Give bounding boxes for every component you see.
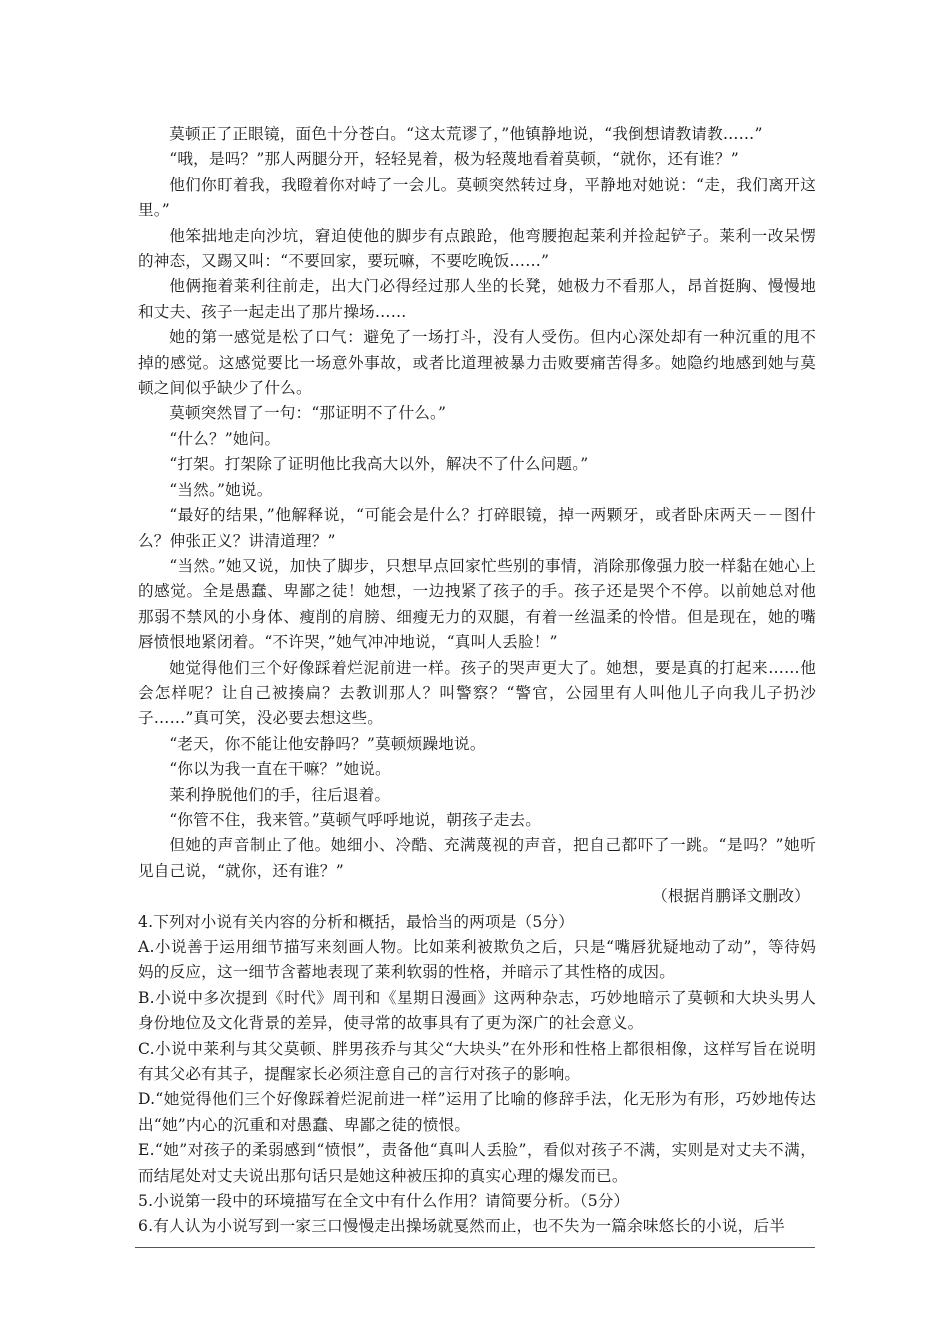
story-paragraph: 但她的声音制止了他。她细小、冷酷、充满蔑视的声音，把自己都吓了一跳。“是吗？”她听见自己说，“就你，还有谁？” [138,836,816,880]
story-paragraph: 她的第一感觉是松了口气：避免了一场打斗，没有人受伤。但内心深处却有一种沉重的甩不掉的感觉。这感觉要比一场意外事故，或者比道理被暴力击败要痛苦得多。她隐约地感到她与莫顿之间似乎缺少了什么。 [138,328,816,398]
story-paragraph: “哦，是吗？”那人两腿分开，轻轻晃着，极为轻蔑地看着莫顿，“就你，还有谁？” [169,150,739,169]
story-paragraph: 莫顿突然冒了一句：“那证明不了什么。” [169,404,447,423]
question-4-option-e: E.“她”对孩子的柔弱感到“愤恨”，责备他“真叫人丢脸”，看似对孩子不满，实则是对丈夫不满，而结尾处对丈夫说出那句话只是她这种被压抑的真实心理的爆发而已。 [138,1141,816,1185]
story-paragraph: “当然。”她说。 [169,480,273,499]
story-paragraph: “你管不住，我来管。”莫顿气呼呼地说，朝孩子走去。 [169,810,541,829]
story-paragraph: “打架。打架除了证明他比我高大以外，解决不了什么问题。” [169,455,589,474]
story-paragraph: 莫顿正了正眼镜，面色十分苍白。“这太荒谬了，”他镇静地说，“我倒想请教请教……” [169,125,763,143]
story-paragraph: “你以为我一直在干嘛？”她说。 [169,760,391,779]
story-paragraph: 她觉得他们三个好像踩着烂泥前进一样。孩子的哭声更大了。她想，要是真的打起来……他会怎样呢？让自己被揍扁？去教训那人？叫警察？“警官，公园里有人叫他儿子向我儿子扔沙子……”真可笑，没必要去想这些。 [138,658,816,728]
story-paragraph: “老天，你不能让他安静吗？”莫顿烦躁地说。 [169,734,486,753]
story-paragraph: “当然。”她又说，加快了脚步，只想早点回家忙些别的事情，消除那像强力胶一样黏在她心上的感觉。全是愚蠢、卑鄙之徒！她想，一边拽紧了孩子的手。孩子还是哭个不停。以前她总对他那弱不禁风的小身体、瘦削的肩膀、细瘦无力的双腿，有着一丝温柔的怜惜。但是现在，她的嘴唇愤恨地紧闭着。“不许哭，”她气冲冲地说，“真叫人丢脸！” [138,556,816,652]
story-paragraph: 莱利挣脱他们的手，往后退着。 [169,785,391,804]
story-paragraph: “最好的结果，”他解释说，“可能会是什么？打碎眼镜，掉一两颗牙，或者卧床两天－－图什么？伸张正义？讲清道理？” [138,506,816,550]
question-4-option-a: A.小说善于运用细节描写来刻画人物。比如莱利被欺负之后，只是“嘴唇犹疑地动了动”，等待妈妈的反应，这一细节含蓄地表现了莱利软弱的性格，并暗示了其性格的成因。 [138,938,816,982]
story-paragraph: 他们你盯着我，我瞪着你对峙了一会儿。莫顿突然转过身，平静地对她说：“走，我们离开这里。” [138,175,816,220]
footer-divider [135,1247,815,1248]
story-paragraph: 他俩拖着莱利往前走，出大门必得经过那人坐的长凳，她极力不看那人，昂首挺胸、慢慢地和丈夫、孩子一起走出了那片操场…… [138,277,816,321]
source-note: （根据肖鹏译文删改） [652,887,810,906]
question-4-option-b: B.小说中多次提到《时代》周刊和《星期日漫画》这两种杂志，巧妙地暗示了莫顿和大块头男人身份地位及文化背景的差异，使寻常的故事具有了更为深广的社会意义。 [138,988,816,1033]
story-paragraph: “什么？”她问。 [169,429,281,448]
question-4-option-d: D.“她觉得他们三个好像踩着烂泥前进一样”运用了比喻的修辞手法，化无形为有形，巧妙地传达出“她”内心的沉重和对愚蠢、卑鄙之徒的愤恨。 [138,1090,816,1134]
story-paragraph: 他笨拙地走向沙坑，窘迫使他的脚步有点踉跄，他弯腰抱起莱利并捡起铲子。莱利一改呆愣的神态，又踢又叫：“不要回家，要玩嘛，不要吃晚饭……” [138,226,816,271]
question-6-stem: 6.有人认为小说写到一家三口慢慢走出操场就戛然而止，也不失为一篇余味悠长的小说，后半 [138,1217,786,1236]
question-5-stem: 5.小说第一段中的环境描写在全文中有什么作用？请简要分析。（5分） [138,1192,630,1211]
question-4-stem: 4.下列对小说有关内容的分析和概括，最恰当的两项是（5分） [138,912,575,931]
question-4-option-c: C.小说中莱利与其父莫顿、胖男孩乔与其父“大块头”在外形和性格上都很相像，这样写旨在说明有其父必有其子，提醒家长必须注意自己的言行对孩子的影响。 [138,1039,816,1084]
document-body [138,122,816,1240]
